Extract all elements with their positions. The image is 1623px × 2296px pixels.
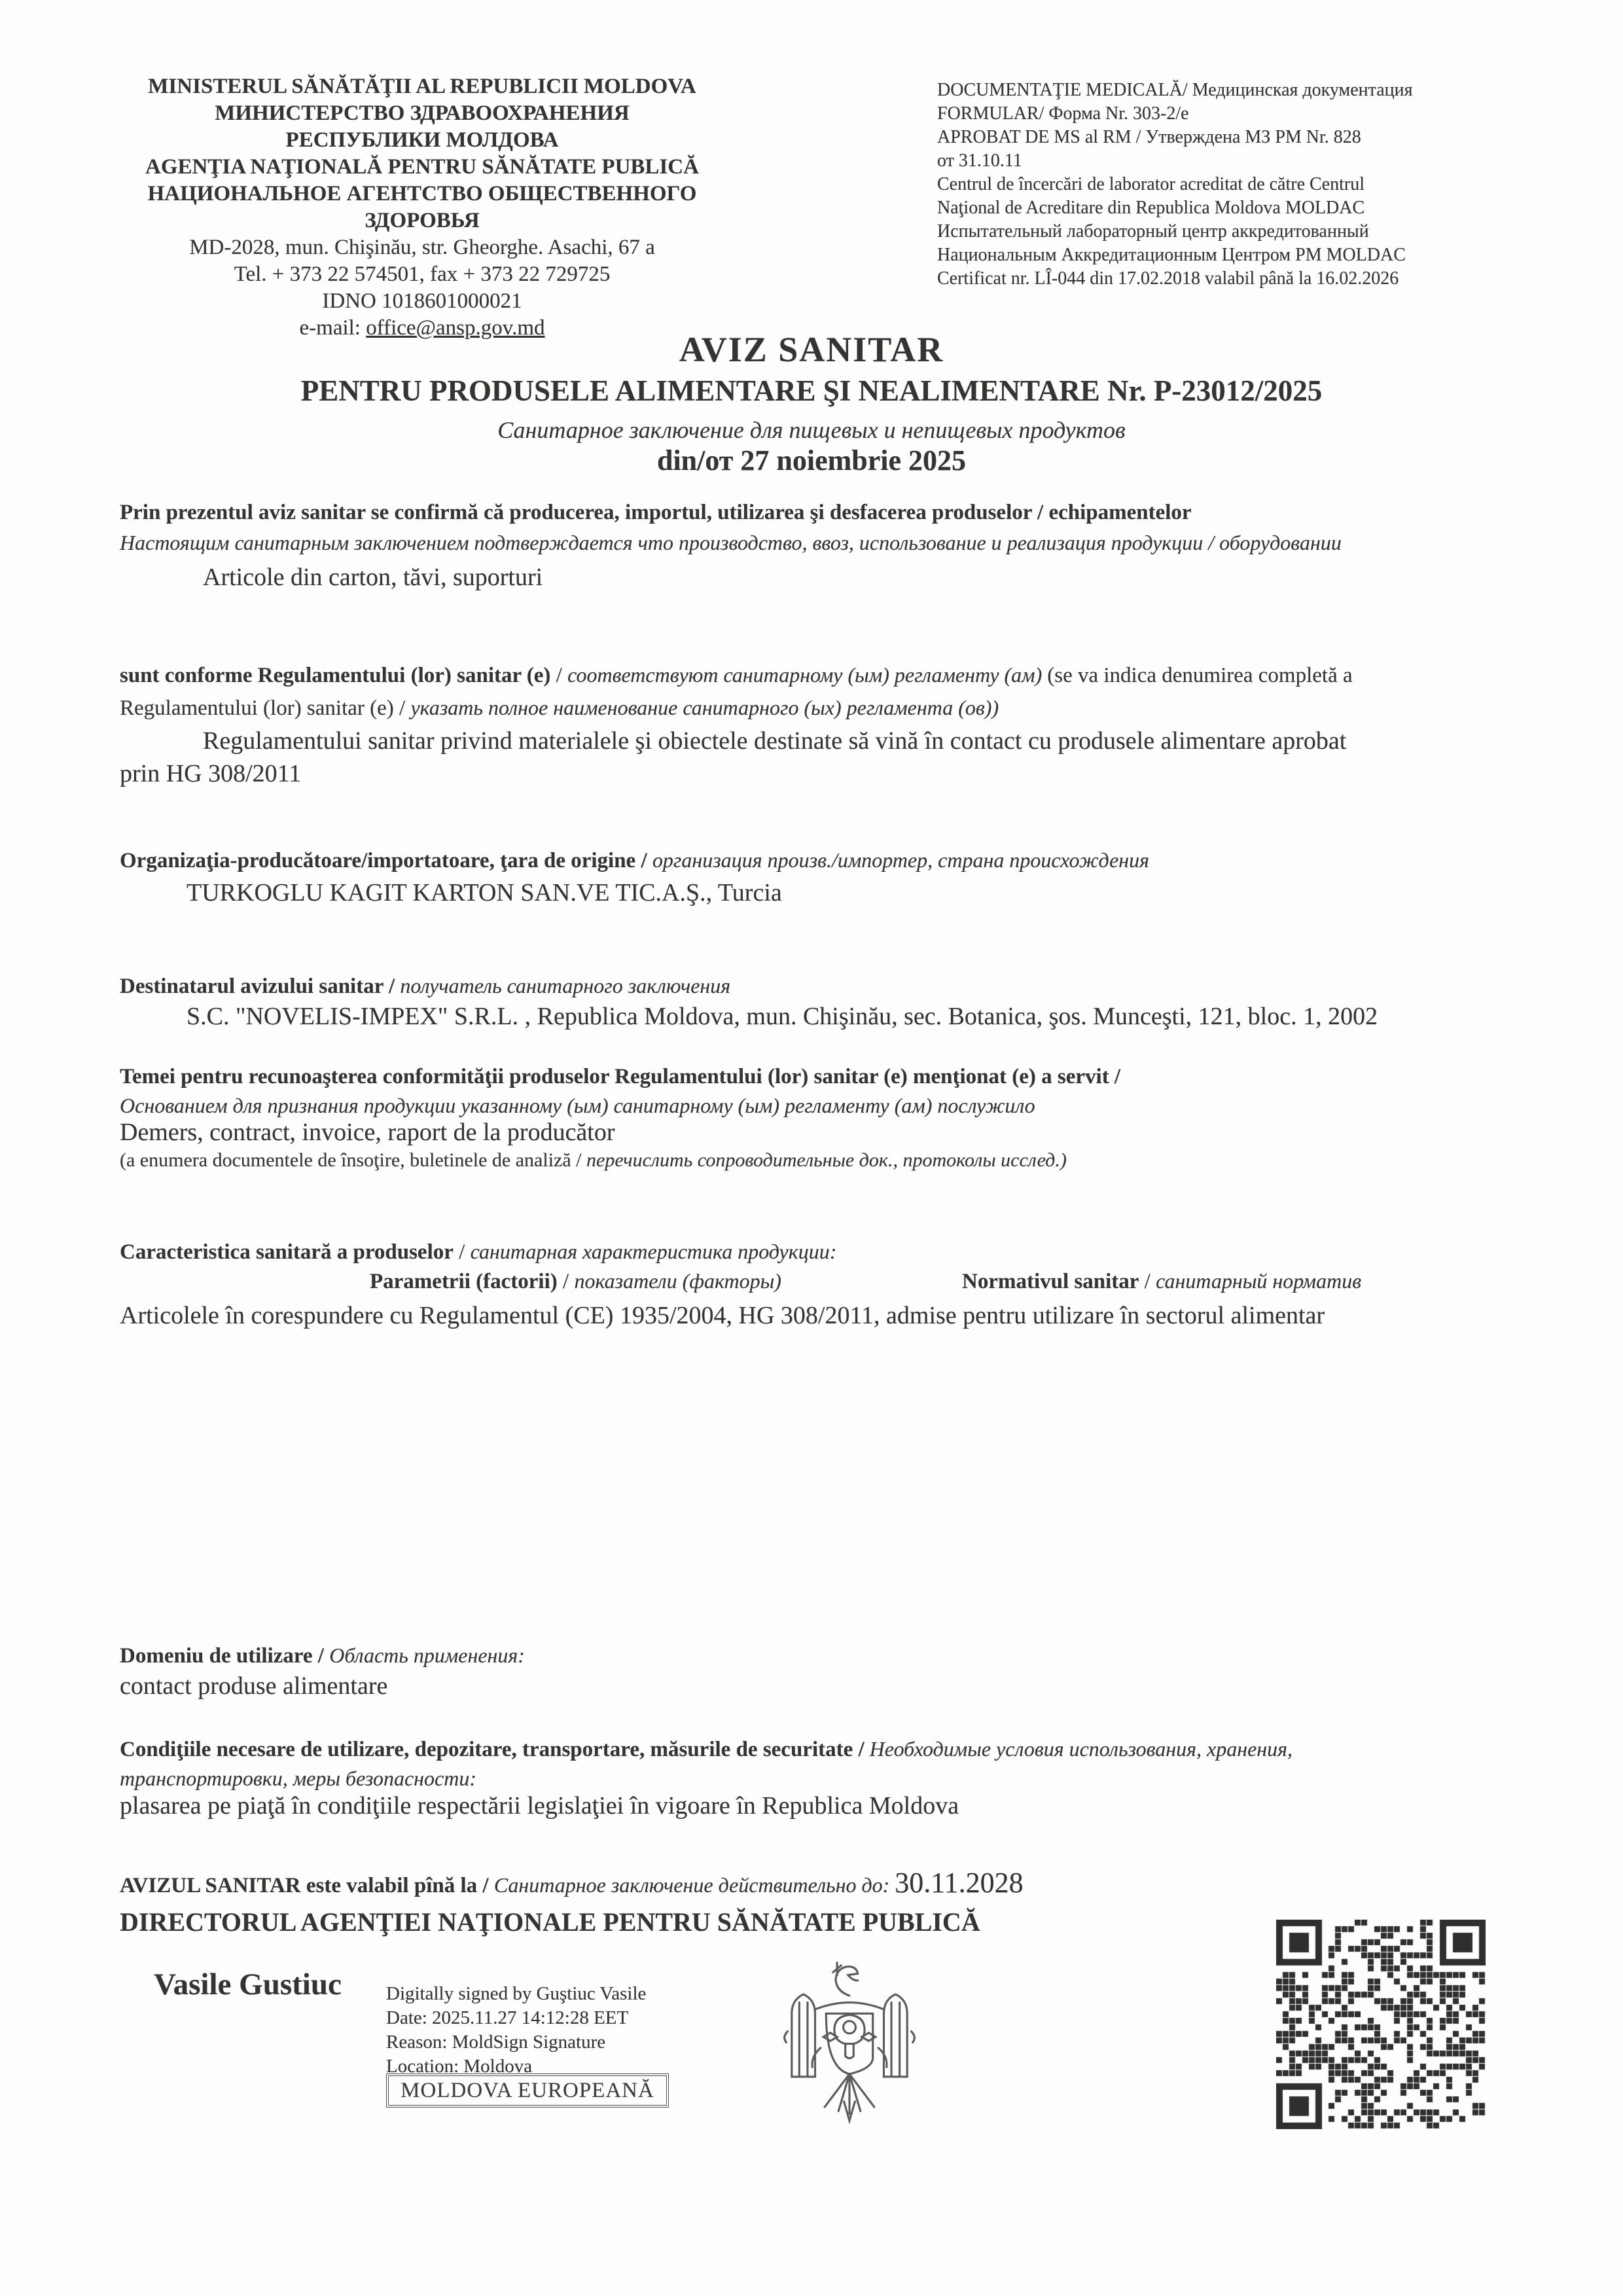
conditii-label-ru2: транспортировки, меры безопасности: — [120, 1767, 477, 1790]
domeniu-label-ru: Область применения: — [329, 1643, 525, 1667]
normative-column-header — [962, 1269, 1361, 1294]
digital-signature-line: Digitally signed by Guştiuc Vasile — [386, 1983, 647, 2004]
conform-note-ro: (se va indica denumirea completă a — [1047, 664, 1353, 687]
validity-label-ro: AVIZUL SANITAR este valabil pînă la / — [120, 1874, 494, 1897]
organization-label — [120, 848, 1149, 873]
temei-note — [120, 1149, 1067, 1172]
parameters-header-ru: показатели (факторы) — [574, 1269, 781, 1293]
temei-note-ro: (a enumera documentele de însoţire, buletinele de analiză / — [120, 1149, 587, 1171]
organization-value: TURKOGLU KAGIT KARTON SAN.VE TIC.A.Ş., Turcia — [187, 879, 782, 906]
domeniu-value: contact produse alimentare — [120, 1672, 388, 1700]
conform-label-ro: sunt conforme Regulamentului (lor) sanitar (e) — [120, 664, 551, 687]
conditii-label-ru1: Необходимые условия использования, хранения, — [864, 1737, 1293, 1761]
digital-signature-line: Reason: MoldSign Signature — [386, 2032, 606, 2053]
director-title: DIRECTORUL AGENŢIEI NAŢIONALE PENTRU SĂNĂTATE PUBLICĂ — [120, 1907, 980, 1937]
conform-line2 — [120, 696, 999, 721]
issuer-line: НАЦИОНАЛЬНОЕ АГЕНТСТВО ОБЩЕСТВЕННОГО — [147, 182, 697, 206]
form-header-line: APROBAT DE MS al RM / Утверждена МЗ РМ Nr. 828 — [937, 127, 1361, 147]
destination-label-ru: получатель санитарного заключения — [400, 974, 731, 997]
temei-label-ro: Temei pentru recunoaşterea conformităţii produselor Regulamentului (lor) sanitar (e) menţionat (e) a servit / — [120, 1065, 1121, 1088]
stamp-label: MOLDOVA EUROPEANĂ — [401, 2078, 654, 2102]
conform-label2-ro: Regulamentului (lor) sanitar (e) / — [120, 696, 411, 720]
temei-value: Demers, contract, invoice, raport de la producător — [120, 1119, 615, 1146]
parameters-header-ro: Parametrii (factorii) — [370, 1270, 558, 1293]
form-header-line: Certificat nr. LÎ-044 din 17.02.2018 valabil până la 16.02.2026 — [937, 268, 1399, 289]
destination-value: S.C. "NOVELIS-IMPEX" S.R.L. , Republica Moldova, mun. Chişinău, sec. Botanica, şos. Munceşti, 121, bloc. 1, 2002 — [187, 1003, 1378, 1030]
digital-signature-details — [386, 1982, 646, 2079]
separator: / — [1139, 1270, 1156, 1293]
issuer-line: МИНИСТЕРСТВО ЗДРАВООХРАНЕНИЯ — [215, 101, 630, 125]
issuer-line: MINISTERUL SĂNĂTĂŢII AL REPUBLICII MOLDOVA — [148, 75, 696, 98]
temei-label-ru: Основанием для признания продукции указанному (ым) санитарному (ым) регламенту (ам) послужило — [120, 1094, 1035, 1117]
document-date-line: din/от 27 noiembrie 2025 — [656, 444, 967, 476]
form-header-line: Национальным Аккредитационным Центром РМ MOLDAC — [937, 245, 1406, 265]
digital-signature-line: Date: 2025.11.27 14:12:28 EET — [386, 2007, 629, 2028]
conditii-value: plasarea pe piaţă în condiţiile respectării legislaţiei în vigoare în Republica Moldova — [120, 1792, 959, 1820]
moldova-europeana-stamp — [386, 2073, 669, 2108]
caracteristica-label-ro: Caracteristica sanitară a produselor — [120, 1240, 454, 1264]
moldova-coat-of-arms-icon — [781, 1959, 918, 2126]
conditii-label — [120, 1737, 1293, 1762]
separator: / — [550, 664, 568, 687]
form-header-line: Испытательный лабораторный центр аккредитованный — [937, 221, 1369, 242]
validity-label-ru: Санитарное заключение действительно до: — [493, 1873, 895, 1897]
form-header-line: от 31.10.11 — [937, 151, 1022, 171]
organization-label-ru: организация произв./импортер, страна происхождения — [652, 848, 1150, 872]
form-header-line: FORMULAR/ Форма Nr. 303-2/e — [937, 103, 1189, 124]
form-header-line: Centrul de încercări de laborator acreditat de către Centrul — [937, 174, 1364, 194]
confirm-label-ru: Настоящим санитарным заключением подтверждается что производство, ввоз, использование и реализация продукции / оборудовании — [120, 531, 1342, 554]
caracteristica-label-ru: санитарная характеристика продукции: — [470, 1240, 837, 1263]
qr-code — [1276, 1920, 1486, 2129]
document-subtitle-ru: Санитарное заключение для пищевых и непищевых продуктов — [497, 417, 1126, 443]
issuer-line: РЕСПУБЛИКИ МОЛДОВА — [285, 128, 559, 152]
issuer-email-link[interactable]: office@ansp.gov.md — [366, 316, 545, 340]
issuer-address: MD-2028, mun. Chişinău, str. Gheorghe. Asachi, 67 a — [189, 236, 655, 259]
separator: / — [557, 1270, 575, 1293]
normative-header-ro: Normativul sanitar — [962, 1270, 1139, 1293]
issuer-idno: IDNO 1018601000021 — [322, 289, 522, 313]
form-header-line: Naţional de Acreditare din Republica Moldova MOLDAC — [937, 198, 1365, 218]
validity-date: 30.11.2028 — [895, 1867, 1024, 1899]
domeniu-label — [120, 1643, 525, 1668]
domeniu-label-ro: Domeniu de utilizare / — [120, 1644, 330, 1668]
form-header — [937, 79, 1552, 291]
issuer-header — [92, 73, 753, 342]
document-subtitle: PENTRU PRODUSELE ALIMENTARE ŞI NEALIMENTARE Nr. P-23012/2025 — [300, 374, 1323, 407]
destination-label-ro: Destinatarul avizului sanitar / — [120, 975, 401, 998]
conditii-label-ro: Condiţiile necesare de utilizare, depozitare, transportare, măsurile de securitate / — [120, 1738, 865, 1761]
confirm-products-value: Articole din carton, tăvi, suporturi — [203, 564, 543, 591]
destination-label — [120, 974, 730, 999]
organization-label-ro: Organizaţia-producătoare/importatoare, ţara de origine / — [120, 849, 652, 872]
parameters-column-header — [370, 1269, 781, 1294]
conform-regulation-value-line2: prin HG 308/2011 — [120, 760, 302, 787]
validity-line — [120, 1866, 1024, 1899]
issuer-line: AGENŢIA NAŢIONALĂ PENTRU SĂNĂTATE PUBLICĂ — [145, 155, 699, 179]
conform-regulation-value-line1: Regulamentului sanitar privind materialele şi obiectele destinate să vină în contact cu produsele alimentare aprobat — [203, 727, 1347, 755]
issuer-phone: Tel. + 373 22 574501, fax + 373 22 729725 — [234, 262, 611, 286]
issuer-line: ЗДОРОВЬЯ — [365, 209, 480, 232]
temei-note-ru: перечислить сопроводительные док., протоколы исслед.) — [586, 1149, 1067, 1171]
conform-line1 — [120, 663, 1353, 688]
form-header-line: DOCUMENTAŢIE MEDICALĂ/ Медицинская документация — [937, 80, 1413, 100]
separator: / — [453, 1240, 471, 1264]
signatory-name: Vasile Gustiuc — [154, 1967, 342, 2001]
digital-signature-line: Location: Moldova — [386, 2056, 533, 2077]
conform-label-ru: соответствуют санитарному (ым) регламенту (ам) — [567, 663, 1048, 687]
email-label: e-mail: — [299, 316, 366, 340]
conform-label2-ru: указать полное наименование санитарного (ых) регламента (ов)) — [410, 696, 999, 719]
confirm-label-ro: Prin prezentul aviz sanitar se confirmă că producerea, importul, utilizarea şi desfacerea produselor / echipamentelor — [120, 501, 1192, 524]
document-title: AVIZ SANITAR — [679, 330, 944, 369]
caracteristica-value: Articolele în corespundere cu Regulamentul (CE) 1935/2004, HG 308/2011, admise pentru utilizare în sectorul alimentar — [120, 1302, 1325, 1329]
normative-header-ru: санитарный норматив — [1156, 1269, 1362, 1293]
caracteristica-label — [120, 1240, 836, 1265]
